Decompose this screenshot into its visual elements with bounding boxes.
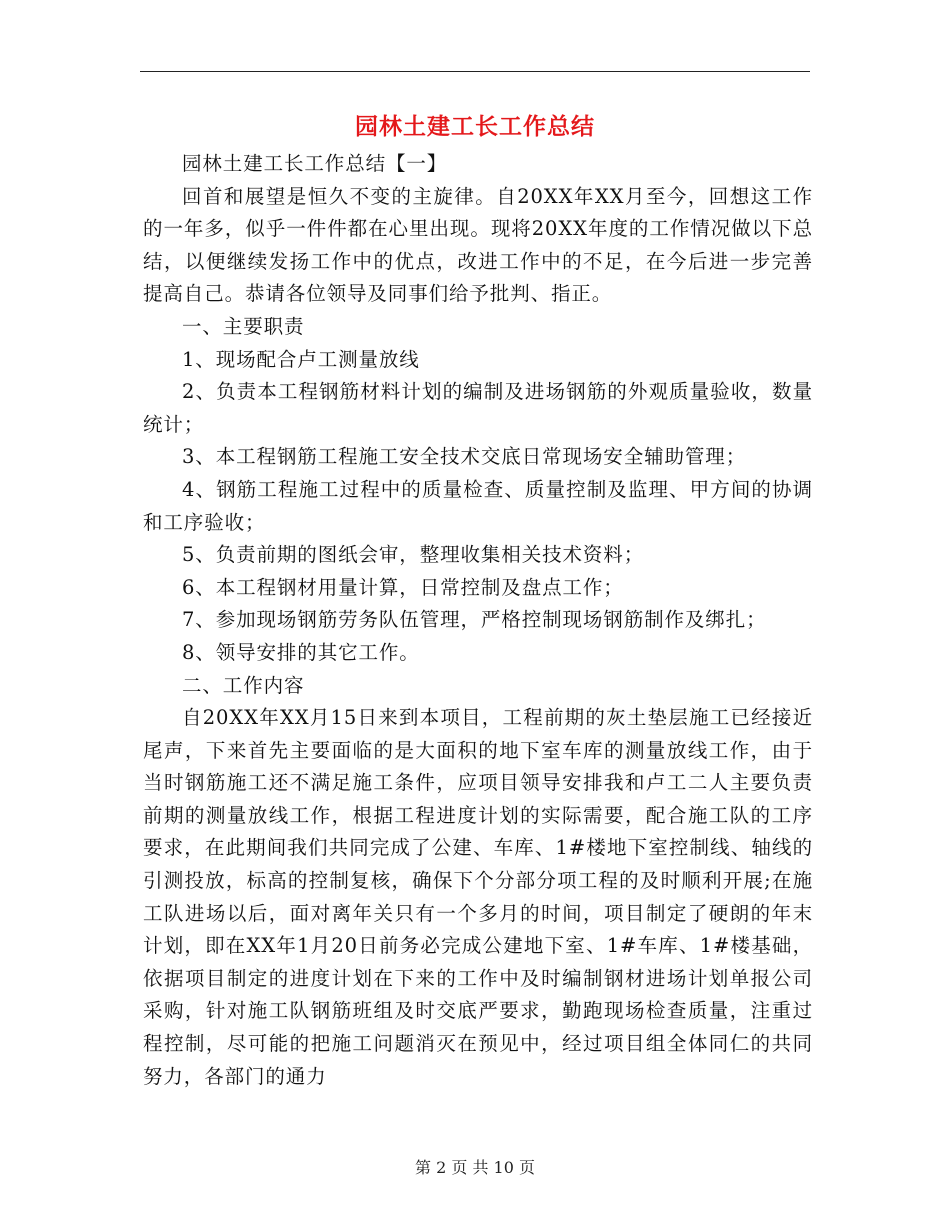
page-footer: [0, 1155, 950, 1178]
heading-main-duties: 一、主要职责: [182, 314, 305, 338]
section-heading-part-one: 园林土建工长工作总结【一】: [182, 152, 448, 175]
duty-item-7: 7、参加现场钢筋劳务队伍管理，严格控制现场钢筋制作及绑扎；: [182, 608, 767, 632]
footer-page-number: 2: [436, 1158, 447, 1177]
document-title: 园林土建工长工作总结: [355, 113, 595, 140]
footer-total-pages: 10: [493, 1158, 514, 1177]
document-body: [143, 148, 813, 1093]
intro-paragraph: 回首和展望是恒久不变的主旋律。自20XX年XX月至今，回想这工作的一年多，似乎一件件都在心里出现。现将20XX年度的工作情况做以下总结，以便继续发扬工作中的优点，改进工作中的不足，在今后进一步完善提高自己。恭请各位领导及同事们给予批判、指正。: [143, 184, 813, 306]
duty-item-8: 8、领导安排的其它工作。: [182, 640, 420, 664]
footer-prefix: 第: [414, 1158, 431, 1177]
heading-work-content: 二、工作内容: [182, 673, 305, 697]
footer-suffix: 页: [519, 1158, 536, 1177]
duty-item-4: 4、钢筋工程施工过程中的质量检查、质量控制及监理、甲方间的协调和工序验收；: [143, 477, 813, 534]
duty-item-3: 3、本工程钢筋工程施工安全技术交底日常现场安全辅助管理；: [182, 445, 747, 469]
duty-item-1: 1、现场配合卢工测量放线: [182, 347, 420, 371]
work-content-paragraph: 自20XX年XX月15日来到本项目，工程前期的灰土垫层施工已经接近尾声，下来首先主要面临的是大面积的地下室车库的测量放线工作，由于当时钢筋施工还不满足施工条件，应项目领导安排我和卢工二人主要负责前期的测量放线工作，根据工程进度计划的实际需要，配合施工队的工序要求，在此期间我们共同完成了公建、车库、1#楼地下室控制线、轴线的引测投放，标高的控制复核，确保下个分部分项工程的及时顺利开展;在施工队进场以后，面对离年关只有一个多月的时间，项目制定了硬朗的年末计划，即在XX年1月20日前务必完成公建地下室、1#车库、1#楼基础，依据项目制定的进度计划在下来的工作中及时编制钢材进场计划单报公司采购，针对施工队钢筋班组及时交底严要求，勤跑现场检查质量，注重过程控制，尽可能的把施工问题消灭在预见中，经过项目组全体同仁的共同努力，各部门的通力: [143, 706, 813, 1088]
duty-item-6: 6、本工程钢材用量计算，日常控制及盘点工作；: [182, 575, 624, 599]
header-rule: [140, 71, 810, 72]
footer-middle: 页 共: [451, 1158, 489, 1177]
duty-item-2: 2、负责本工程钢筋材料计划的编制及进场钢筋的外观质量验收，数量统计；: [143, 380, 813, 436]
duty-item-5: 5、负责前期的图纸会审，整理收集相关技术资料；: [182, 543, 645, 567]
